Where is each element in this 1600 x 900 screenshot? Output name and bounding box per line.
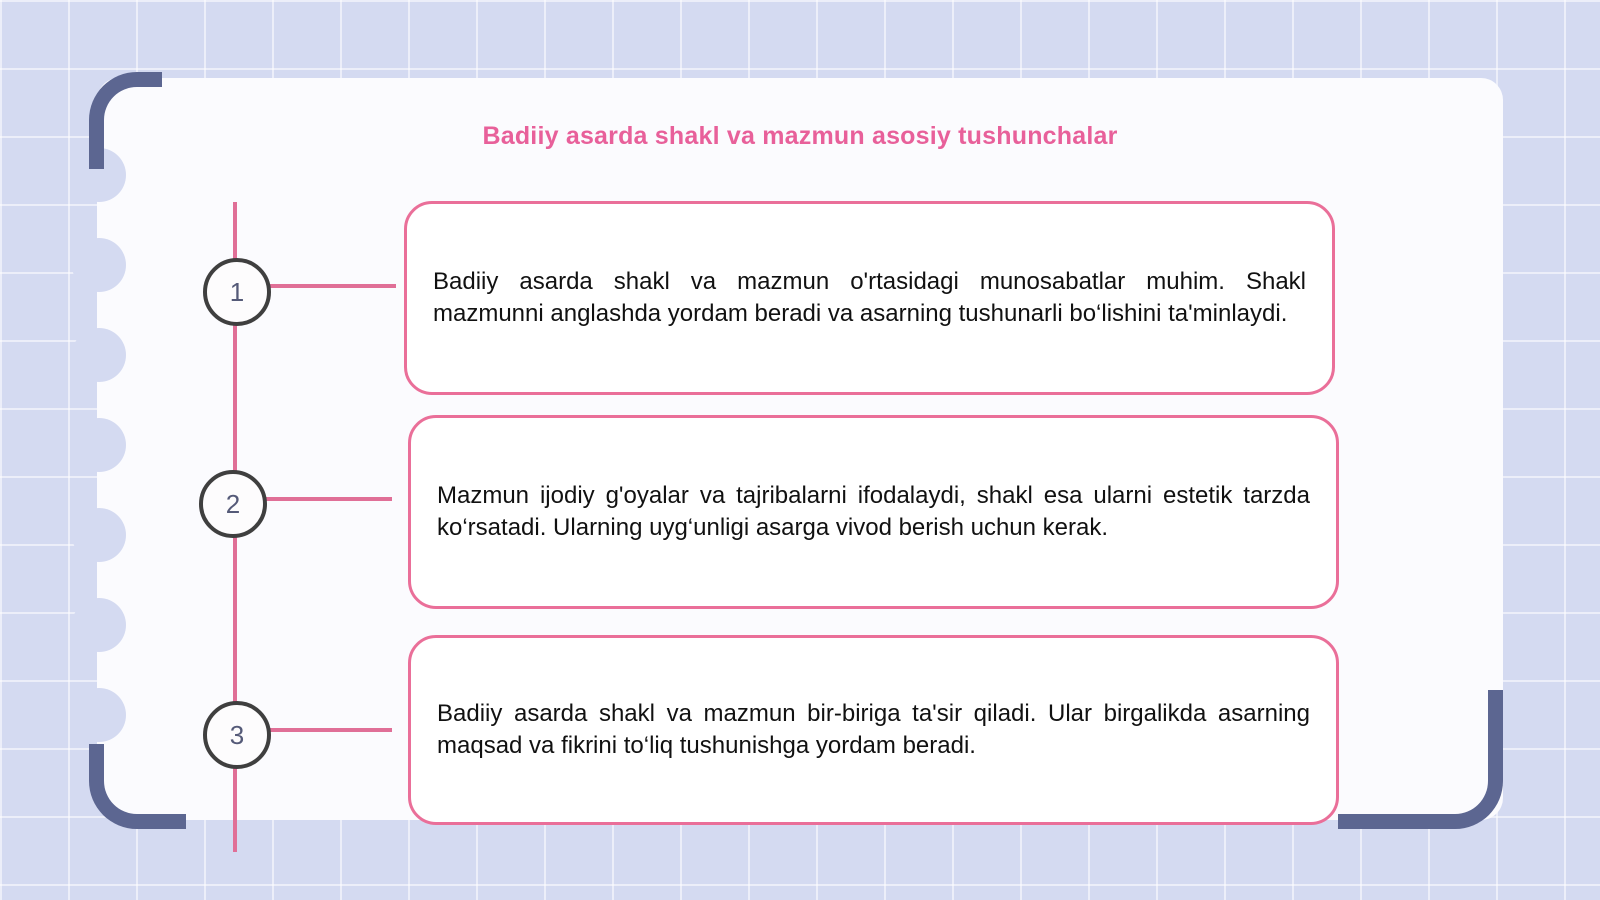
- step-text-2: Mazmun ijodiy g'oyalar va tajribalarni ifodalaydi, shakl esa ularni estetik tarzda ko‘rsatadi. Ularning uyg‘unligi asarga vivod berish uchun kerak.: [437, 482, 1310, 541]
- notebook-hole: [72, 598, 126, 652]
- step-card-1: [404, 201, 1335, 395]
- notebook-hole: [72, 328, 126, 382]
- step-text-1: Badiiy asarda shakl va mazmun o'rtasidagi munosabatlar muhim. Shakl mazmunni anglashda yordam beradi va asarning tushunarli bo‘lishini ta'minlaydi.: [433, 268, 1306, 327]
- notebook-hole: [72, 688, 126, 742]
- frame-corner-bottom-right: [1338, 690, 1503, 829]
- step-connector: [264, 497, 392, 501]
- notebook-hole: [72, 418, 126, 472]
- step-number-2: 2: [199, 470, 267, 538]
- step-number-1: 1: [203, 258, 271, 326]
- frame-corner-bottom-left: [89, 744, 186, 829]
- step-text-3: Badiiy asarda shakl va mazmun bir-biriga ta'sir qiladi. Ular birgalikda asarning maqsad va fikrini to‘liq tushunishga yordam beradi.: [437, 700, 1310, 759]
- step-number-3: 3: [203, 701, 271, 769]
- step-connector: [268, 284, 396, 288]
- slide-title: Badiiy asarda shakl va mazmun asosiy tushunchalar: [482, 122, 1118, 150]
- notebook-hole: [72, 238, 126, 292]
- step-card-2: [408, 415, 1339, 609]
- notebook-hole: [72, 508, 126, 562]
- step-connector: [268, 728, 392, 732]
- step-card-3: [408, 635, 1339, 825]
